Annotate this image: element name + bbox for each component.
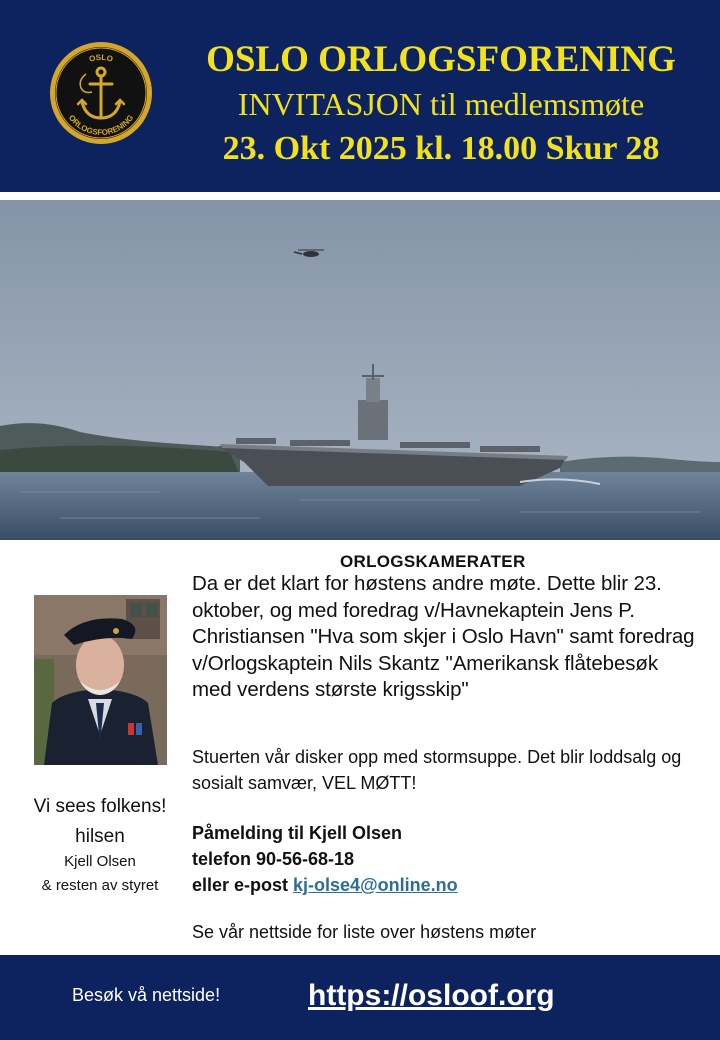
meeting-date-line: 23. Okt 2025 kl. 18.00 Skur 28 [222,130,660,167]
intro-paragraph: Da er det klart for høstens andre møte. Dette blir 23. oktober, og med foredrag v/Havnekaptein Jens P. Christiansen "Hva som skjer i Oslo Havn" samt foredrag v/Orlogskaptein Nils Skantz "Amerikansk flåtebesøk med verdens største krigsskip" [192,572,695,701]
catering-paragraph: Stuerten vår disker opp med stormsuppe. Det blir loddsalg og sosialt samvær, VEL MØTT! [192,747,682,793]
signup-email-prefix: eller e-post [192,875,294,895]
club-title: OSLO ORLOGSFORENING [206,39,676,80]
section-title: ORLOGSKAMERATER [340,552,526,571]
invitation-subtitle: INVITASJON til medlemsmøte [237,86,645,122]
visit-website-label: Besøk vå nettside! [72,985,221,1005]
signup-block [192,820,702,898]
logo-top-text: OSLO [88,52,114,64]
logo-bottom-text: ORLOGSFORENING [66,113,136,138]
signup-phone-line: telefon 90-56-68-18 [192,849,355,869]
email-link[interactable]: kj-olse4@online.no [293,875,458,895]
footer-banner [0,955,720,1040]
website-note: Se vår nettside for liste over høstens møter [192,922,537,942]
website-link[interactable]: https://osloof.org [308,979,555,1012]
signature-regards: hilsen [75,826,125,847]
header-banner [0,0,720,192]
signup-name-line: Påmelding til Kjell Olsen [192,823,403,843]
signature-board: & resten av styret [41,877,159,894]
club-logo [48,40,154,146]
signature-greeting: Vi sees folkens! [33,796,167,817]
signup-email-line [192,872,702,898]
portrait-photo [34,595,167,765]
aircraft-carrier-photo [0,200,720,540]
signature-name: Kjell Olsen [64,853,136,870]
